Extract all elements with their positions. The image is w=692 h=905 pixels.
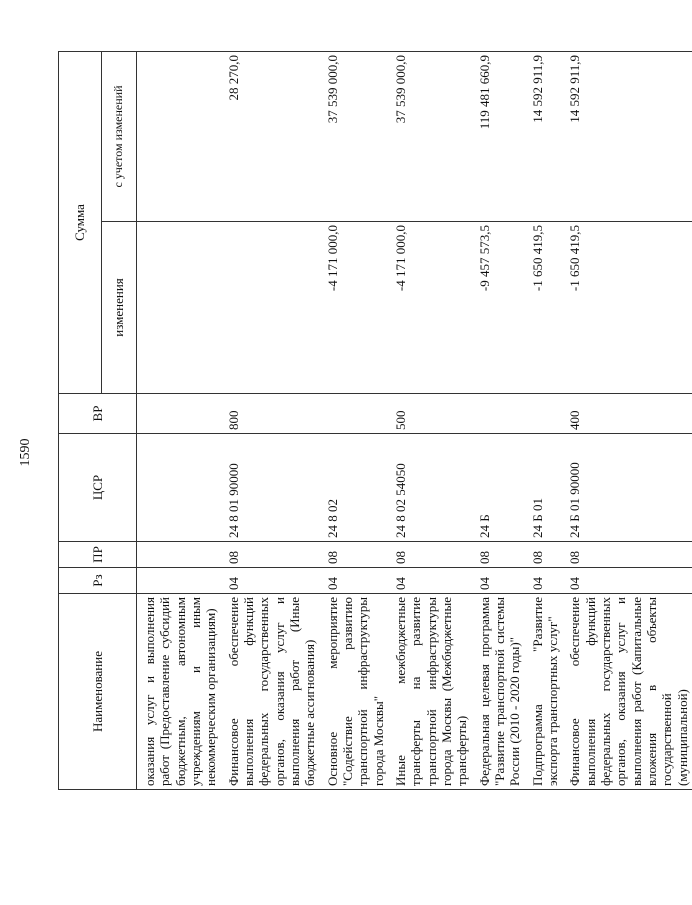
header-with-changes: с учетом изменений — [102, 52, 137, 222]
row-vr — [137, 394, 221, 434]
row-change: -4 171 000,0 — [388, 222, 472, 394]
row-vr — [472, 394, 525, 434]
row-total: 14 592 911,9 — [525, 52, 563, 222]
row-name: Иные межбюджетные трансферты на развитие транспортной инфраструктуры города Москвы (Межбюджетные трансферты) — [388, 594, 472, 790]
row-change: -4 171 000,0 — [320, 222, 388, 394]
row-csr: 24 Б 01 90000 — [562, 434, 692, 542]
row-change: -1 650 419,5 — [562, 222, 692, 394]
row-pr: 08 — [525, 542, 563, 568]
row-vr: 500 — [388, 394, 472, 434]
row-vr: 800 — [221, 394, 320, 434]
page-number: 1590 — [18, 438, 33, 467]
row-rz: 04 — [525, 568, 563, 594]
row-change: -9 457 573,5 — [472, 222, 525, 394]
row-rz: 04 — [562, 568, 692, 594]
table-row — [562, 52, 692, 790]
row-change: -1 650 419,5 — [525, 222, 563, 394]
table-header — [59, 52, 137, 790]
header-csr: ЦСР — [59, 434, 137, 542]
table-row — [137, 52, 221, 790]
row-change — [137, 222, 221, 394]
header-rz: Рз — [59, 568, 137, 594]
row-total: 14 592 911,9 — [562, 52, 692, 222]
table-body — [137, 52, 692, 790]
row-name: Федеральная целевая программа "Развитие транспортной системы России (2010 - 2020 годы)" — [472, 594, 525, 790]
row-csr — [137, 434, 221, 542]
row-name: Подпрограмма "Развитие экспорта транспортных услуг" — [525, 594, 563, 790]
budget-table — [58, 51, 692, 790]
row-total: 119 481 660,9 — [472, 52, 525, 222]
header-sum: Сумма — [59, 52, 102, 394]
row-rz — [137, 568, 221, 594]
row-name: Основное мероприятие "Содействие развитию транспортной инфраструктуры города Москвы" — [320, 594, 388, 790]
header-pr: ПР — [59, 542, 137, 568]
header-vr: ВР — [59, 394, 137, 434]
row-name: Финансовое обеспечение выполнения функций федеральных государственных органов, оказания услуг и выполнения работ (Капитальные вложения в объекты государственной (муниципальной) — [562, 594, 692, 790]
row-rz: 04 — [320, 568, 388, 594]
row-vr: 400 — [562, 394, 692, 434]
table-row — [472, 52, 525, 790]
row-pr — [137, 542, 221, 568]
row-change — [221, 222, 320, 394]
row-total: 37 539 000,0 — [388, 52, 472, 222]
row-pr: 08 — [472, 542, 525, 568]
header-name: Наименование — [59, 594, 137, 790]
row-csr: 24 Б 01 — [525, 434, 563, 542]
row-pr: 08 — [388, 542, 472, 568]
row-total — [137, 52, 221, 222]
row-csr: 24 8 01 90000 — [221, 434, 320, 542]
row-name: Финансовое обеспечение выполнения функций федеральных государственных органов, оказания услуг и выполнения работ (Иные бюджетные ассигнования) — [221, 594, 320, 790]
row-vr — [320, 394, 388, 434]
row-csr: 24 8 02 54050 — [388, 434, 472, 542]
row-pr: 08 — [221, 542, 320, 568]
table-row — [221, 52, 320, 790]
row-csr: 24 8 02 — [320, 434, 388, 542]
row-rz: 04 — [472, 568, 525, 594]
row-rz: 04 — [221, 568, 320, 594]
row-rz: 04 — [388, 568, 472, 594]
header-changes: изменения — [102, 222, 137, 394]
row-name: оказания услуг и выполнения работ (Предоставление субсидий бюджетным, автономным учреждениям и иным некоммерческим организациям) — [137, 594, 221, 790]
row-total: 37 539 000,0 — [320, 52, 388, 222]
table-row — [320, 52, 388, 790]
row-pr: 08 — [562, 542, 692, 568]
row-total: 28 270,0 — [221, 52, 320, 222]
table-row — [525, 52, 563, 790]
row-csr: 24 Б — [472, 434, 525, 542]
row-pr: 08 — [320, 542, 388, 568]
table-row — [388, 52, 472, 790]
row-vr — [525, 394, 563, 434]
